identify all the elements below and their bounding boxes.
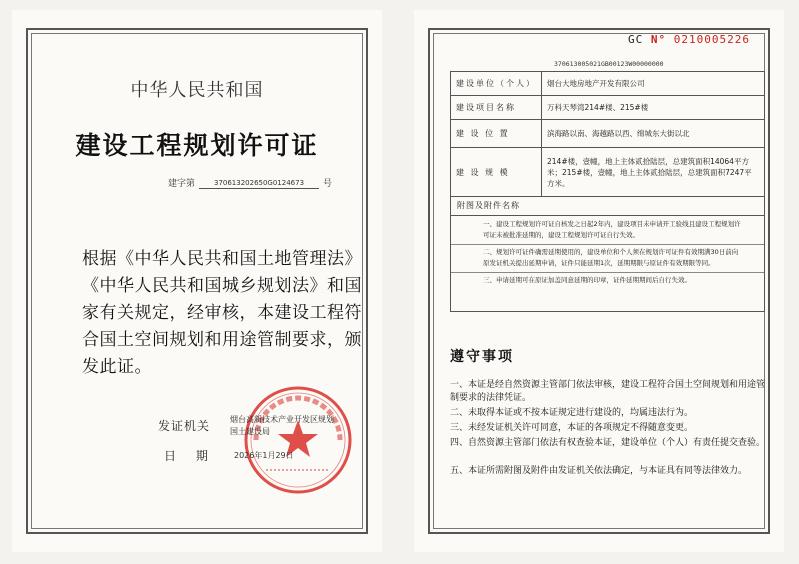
gc-number: 0210005226	[673, 33, 750, 46]
gc-prefix: GC	[628, 33, 644, 46]
table-key: 建 设 位 置	[451, 120, 542, 148]
notice-item: 二、未取得本证或不按本证规定进行建设的，均属违法行为。	[450, 408, 694, 418]
table-row	[451, 120, 765, 148]
serial-number-row	[168, 176, 332, 189]
certificate-number	[628, 33, 750, 46]
attachment-note: 二、规划许可证件确需延期使用的，建设单位和个人须在规划许可证件有效期满30日前向原发证机关提出延期申请，证件只能延期1次，延期期限与原证件有效期限等同。	[451, 244, 764, 269]
notice-title: 遵守事项	[450, 349, 514, 365]
project-info-table	[450, 71, 765, 197]
attachments-heading: 附图及附件名称	[451, 196, 764, 216]
attachment-note: 一、建设工程规划许可证自核发之日起2年内，建设项目未申请开工验线且建设工程规划许可证未被批准延期的，建设工程规划许可证自行失效。	[483, 220, 741, 239]
official-seal-stamp	[242, 384, 354, 496]
notice-item: 三、未经发证机关许可同意，本证的各项规定不得随意变更。	[450, 423, 694, 433]
serial-value: 370613202650G0124673	[199, 179, 319, 189]
attachments-section	[450, 196, 765, 312]
table-key: 建 设 规 模	[451, 148, 542, 197]
issuer-label: 发证机关	[158, 419, 211, 433]
table-value: 滨海路以南、海越路以西、绵城东大街以北	[542, 120, 765, 148]
date-label: 日 期	[164, 449, 216, 463]
notice-item: 四、自然资源主管部门依法有权查验本证，建设单位（个人）有责任提交查验。	[450, 438, 766, 448]
table-row	[451, 72, 765, 96]
issuer-name: 烟台高新技术产业开发区规划国土建设局	[230, 415, 334, 436]
table-row	[451, 96, 765, 120]
table-value: 214#楼，壹幢，地上主体贰拾陆层，总建筑面积14064平方米；215#楼，壹幢，地上主体贰拾陆层，总建筑面积7247平方米。	[542, 148, 765, 197]
serial-suffix: 号	[323, 179, 333, 189]
table-key: 建设项目名称	[451, 96, 542, 120]
attachment-note: 三、申请延期可在原证加盖同意延期的印章，证件延期期间后自行失效。	[451, 272, 764, 286]
table-value: 万科天琴湾214#楼、215#楼	[542, 96, 765, 120]
serial-label: 建字第	[168, 179, 196, 189]
notice-item: 一、本证是经自然资源主管部门依法审核，建设工程符合国土空间规划和用途管制要求的法律凭证。	[450, 380, 766, 403]
certificate-back-page	[414, 10, 784, 552]
certificate-body: 根据《中华人民共和国土地管理法》《中华人民共和国城乡规划法》和国家有关规定，经审核，本建设工程符合国土空间规划和用途管制要求，颁发此证。	[82, 249, 362, 377]
table-key: 建设单位（个人）	[451, 72, 542, 96]
country-name: 中华人民共和国	[130, 80, 264, 101]
certificate-title: 建设工程规划许可证	[75, 131, 319, 160]
notice-item: 五、本证所需附图及附件由发证机关依法确定，与本证具有同等法律效力。	[450, 466, 748, 476]
table-row	[451, 148, 765, 197]
gc-no-mark: N°	[650, 33, 667, 46]
project-code: 370613005021GB00123W00000000	[554, 60, 664, 68]
issue-date: 2026年1月29日	[234, 451, 294, 460]
table-value: 烟台大地房地产开发有限公司	[542, 72, 765, 96]
certificate-front-page	[12, 10, 382, 552]
